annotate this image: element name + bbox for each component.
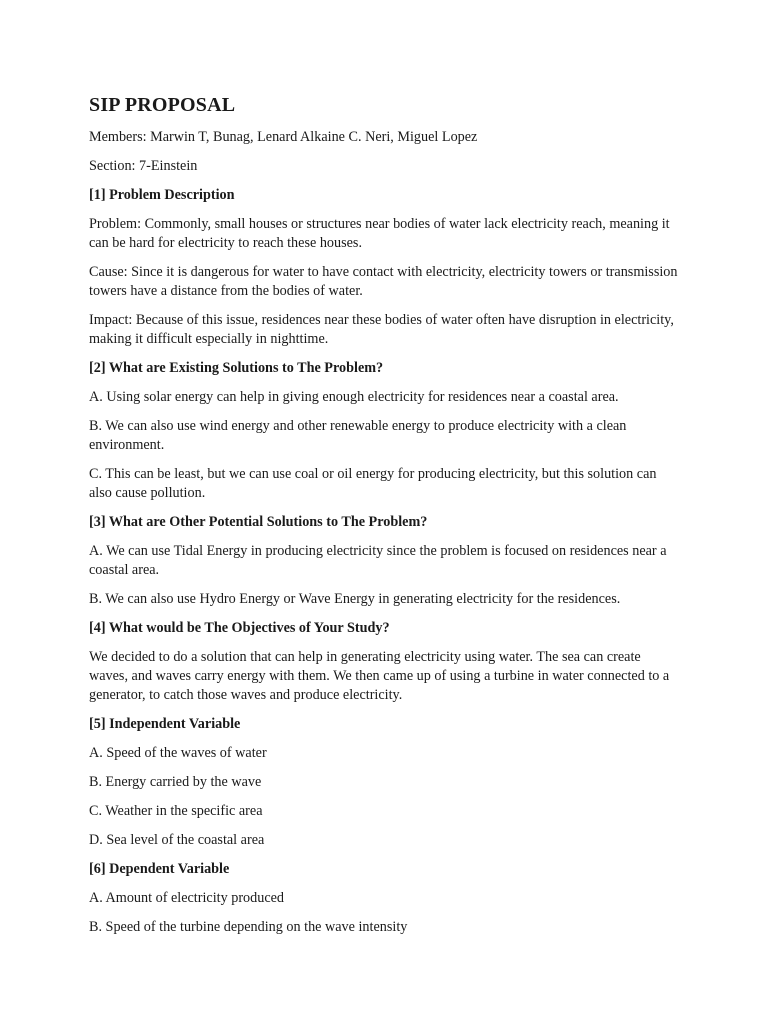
existing-solution-c: C. This can be least, but we can use coal or oil energy for producing electricity, but this solution can also cause pollution. [89,466,657,501]
section-heading-problem-description: [1] Problem Description [89,187,235,203]
section-heading-dependent-variable: [6] Dependent Variable [89,861,230,877]
independent-variable-b: B. Energy carried by the wave [89,774,262,790]
members-line: Members: Marwin T, Bunag, Lenard Alkaine C. Neri, Miguel Lopez [89,129,478,145]
section-heading-existing-solutions: [2] What are Existing Solutions to The Problem? [89,360,384,376]
paragraph-cause: Cause: Since it is dangerous for water to have contact with electricity, electricity towers or transmission towers have a distance from the bodies of water. [89,264,678,299]
paragraph-problem: Problem: Commonly, small houses or structures near bodies of water lack electricity reach, meaning it can be hard for electricity to reach these houses. [89,216,670,251]
potential-solution-b: B. We can also use Hydro Energy or Wave Energy in generating electricity for the residences. [89,591,621,607]
dependent-variable-a: A. Amount of electricity produced [89,890,285,906]
section-heading-objectives: [4] What would be The Objectives of Your Study? [89,620,390,636]
document-page [89,93,679,947]
potential-solution-a: A. We can use Tidal Energy in producing electricity since the problem is focused on residences near a coastal area. [89,543,667,578]
section-heading-potential-solutions: [3] What are Other Potential Solutions to The Problem? [89,514,428,530]
paragraph-impact: Impact: Because of this issue, residences near these bodies of water often have disruption in electricity, making it difficult especially in nighttime. [89,312,674,347]
document-title: SIP PROPOSAL [89,94,236,116]
existing-solution-b: B. We can also use wind energy and other renewable energy to produce electricity with a clean environment. [89,418,627,453]
independent-variable-d: D. Sea level of the coastal area [89,832,265,848]
section-line: Section: 7-Einstein [89,158,198,174]
existing-solution-a: A. Using solar energy can help in giving enough electricity for residences near a coastal area. [89,389,619,405]
independent-variable-a: A. Speed of the waves of water [89,745,267,761]
independent-variable-c: C. Weather in the specific area [89,803,263,819]
objectives-paragraph: We decided to do a solution that can help in generating electricity using water. The sea can create waves, and waves carry energy with them. We then came up of using a turbine in water connected to a generator, to catch those waves and produce electricity. [89,649,670,703]
section-heading-independent-variable: [5] Independent Variable [89,716,241,732]
dependent-variable-b: B. Speed of the turbine depending on the wave intensity [89,919,408,935]
